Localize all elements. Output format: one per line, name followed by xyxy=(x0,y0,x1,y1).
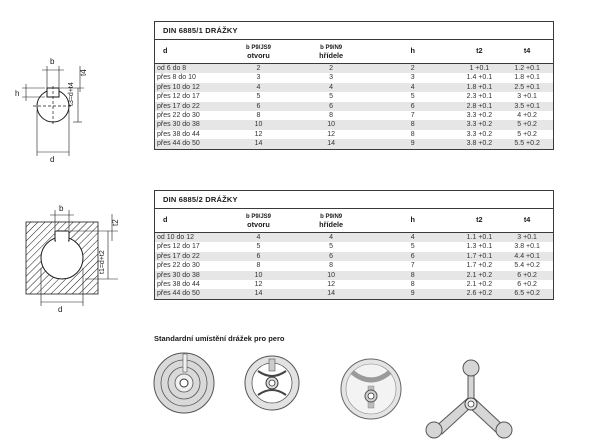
table-row xyxy=(155,64,553,73)
table-cell: 5 xyxy=(410,93,415,101)
table-cell: 5 xyxy=(410,243,415,251)
table-cell: přes 22 do 30 xyxy=(157,111,200,119)
header-b-hridele-bottom: hřídele xyxy=(319,220,344,229)
table-cell: od 10 do 12 xyxy=(157,234,194,241)
table-cell: 3.8 +0.1 xyxy=(514,243,540,251)
header-b-hridele-bottom: hřídele xyxy=(319,51,344,60)
table-cell: 6 xyxy=(256,252,261,260)
table-cell: 12 xyxy=(327,130,336,138)
table-cell: 2.5 +0.1 xyxy=(514,83,540,91)
table-cell: 12 xyxy=(254,280,263,288)
handwheel-illustration-2 xyxy=(244,355,300,411)
table-cell: přes 38 do 44 xyxy=(157,280,200,288)
table-row xyxy=(155,280,553,289)
table-cell: 5.4 +0.2 xyxy=(514,262,540,270)
table-cell: 5 xyxy=(329,93,334,101)
table-cell: přes 17 do 22 xyxy=(157,102,200,110)
table-cell: 7 xyxy=(410,111,415,119)
table-cell: od 6 do 8 xyxy=(157,65,187,72)
table-cell: 5 +0.2 xyxy=(517,130,537,138)
table-cell: 1.2 +0.1 xyxy=(514,65,540,72)
table-cell: 1.8 +0.1 xyxy=(466,83,493,91)
table-header xyxy=(155,209,553,233)
table-cell: 6 xyxy=(410,252,415,260)
table-cell: 3.8 +0.2 xyxy=(466,140,493,148)
table-cell: 10 xyxy=(254,271,263,279)
table-cell: 1.8 +0.1 xyxy=(514,74,540,82)
table-cell: 5 +0.2 xyxy=(517,121,537,129)
table-cell: 6 +0.2 xyxy=(517,280,537,288)
table-cell: 4 xyxy=(256,83,261,91)
table-cell: přes 8 do 10 xyxy=(157,74,196,82)
table-cell: přes 38 do 44 xyxy=(157,130,200,138)
table-cell: 4 xyxy=(410,234,415,241)
table-cell: 7 xyxy=(410,262,415,270)
table-cell: 3.3 +0.2 xyxy=(466,111,493,119)
table-row xyxy=(155,289,553,298)
table-row xyxy=(155,271,553,280)
table-cell: 1.3 +0.1 xyxy=(466,243,493,251)
header-h: h xyxy=(410,46,415,56)
table-cell: 9 xyxy=(410,140,415,148)
section-title: Standardní umístění drážek pro pero xyxy=(154,334,285,343)
table-cell: 4 xyxy=(410,83,415,91)
table-cell: přes 30 do 38 xyxy=(157,121,200,129)
table-cell: 1 +0.1 xyxy=(469,65,490,72)
table-body xyxy=(155,233,553,299)
table-cell: 4.4 +0.1 xyxy=(514,252,540,260)
table-row xyxy=(155,111,553,120)
dim-t3-label: t3=d+t4 xyxy=(68,82,75,106)
table-cell: 3 +0.1 xyxy=(517,93,537,101)
table-cell: 3 +0.1 xyxy=(517,234,537,241)
table-row xyxy=(155,261,553,270)
table-cell: 5 xyxy=(256,243,261,251)
table-cell: 6 xyxy=(329,102,334,110)
table-row xyxy=(155,139,553,148)
table-cell: 3 xyxy=(256,74,261,82)
handwheel-illustration-1 xyxy=(153,352,215,414)
table-cell: 12 xyxy=(254,130,263,138)
table-row xyxy=(155,73,553,82)
header-t2: t2 xyxy=(476,215,483,225)
table-cell: přes 22 do 30 xyxy=(157,262,200,270)
table-cell: 6.5 +0.2 xyxy=(514,290,540,298)
table-row xyxy=(155,92,553,101)
three-arm-knob-illustration xyxy=(420,358,516,440)
hub-cross-section xyxy=(26,222,98,294)
table-cell: 3.3 +0.2 xyxy=(466,121,493,129)
table-cell: 3 xyxy=(410,74,415,82)
table-cell: 10 xyxy=(327,121,336,129)
header-b-otvoru-bottom: otvoru xyxy=(247,220,270,229)
table-cell: 4 xyxy=(329,83,334,91)
table-cell: přes 44 do 50 xyxy=(157,290,200,298)
table-cell: přes 12 do 17 xyxy=(157,243,200,251)
dim-t2-label: t2 xyxy=(111,219,120,226)
table-title: DIN 6885/2 DRÁŽKY xyxy=(155,191,553,209)
table-cell: 5 xyxy=(256,93,261,101)
dim-b-label: b xyxy=(50,57,55,66)
table-row xyxy=(155,252,553,261)
diagram-din6885-2 xyxy=(0,196,150,321)
table-cell: 2.1 +0.2 xyxy=(466,280,493,288)
table-cell: 14 xyxy=(254,140,263,148)
dim-b-label: b xyxy=(59,204,64,213)
header-t4: t4 xyxy=(523,215,531,225)
table-row xyxy=(155,102,553,111)
header-t4: t4 xyxy=(523,46,531,56)
table-cell: 4 +0.2 xyxy=(517,111,537,119)
table-cell: 8 xyxy=(256,111,261,119)
table-cell: 5 xyxy=(329,243,334,251)
header-b-hridele xyxy=(294,212,368,230)
dim-d-label: d xyxy=(50,155,55,164)
table-cell: přes 10 do 12 xyxy=(157,83,200,91)
header-b-hridele xyxy=(294,43,368,61)
table-cell: 4 xyxy=(329,234,334,241)
table-cell: 9 xyxy=(410,290,415,298)
handwheel-illustration-3 xyxy=(340,358,402,420)
table-title: DIN 6885/1 DRÁŽKY xyxy=(155,22,553,40)
table-cell: 3 xyxy=(329,74,334,82)
table-row xyxy=(155,242,553,251)
table-cell: 8 xyxy=(410,280,415,288)
header-d: d xyxy=(163,46,168,56)
table-cell: 1.7 +0.1 xyxy=(466,252,493,260)
table-cell: přes 17 do 22 xyxy=(157,252,200,260)
table-header xyxy=(155,40,553,64)
table-cell: 2.8 +0.1 xyxy=(466,102,493,110)
table-cell: 8 xyxy=(329,262,334,270)
table-cell: 14 xyxy=(327,290,336,298)
dim-h-label: h xyxy=(15,89,20,98)
header-b-otvoru xyxy=(223,43,295,61)
table-cell: přes 44 do 50 xyxy=(157,140,200,148)
table-cell: 3.5 +0.1 xyxy=(514,102,540,110)
table-row xyxy=(155,233,553,242)
table-cell: 2 xyxy=(410,65,415,72)
table-cell: 4 xyxy=(256,234,261,241)
table-cell: 2.3 +0.1 xyxy=(466,93,493,101)
table-cell: 14 xyxy=(327,140,336,148)
table-cell: 6 xyxy=(410,102,415,110)
header-b-otvoru-bottom: otvoru xyxy=(247,51,270,60)
table-din6885-2 xyxy=(154,190,554,300)
table-cell: 14 xyxy=(254,290,263,298)
table-cell: přes 30 do 38 xyxy=(157,271,200,279)
header-b-hridele-top: b P9/N9 xyxy=(320,44,343,51)
table-cell: přes 12 do 17 xyxy=(157,93,200,101)
header-t2: t2 xyxy=(476,46,483,56)
table-row xyxy=(155,120,553,129)
table-cell: 2.1 +0.2 xyxy=(466,271,493,279)
table-cell: 10 xyxy=(327,271,336,279)
table-cell: 12 xyxy=(327,280,336,288)
table-cell: 2 xyxy=(256,65,261,72)
header-h: h xyxy=(410,215,415,225)
table-din6885-1 xyxy=(154,21,554,150)
table-cell: 6 +0.2 xyxy=(517,271,537,279)
header-b-hridele-top: b P9/N9 xyxy=(320,213,343,220)
dim-t4-label: t4 xyxy=(79,69,88,76)
table-row xyxy=(155,83,553,92)
header-d: d xyxy=(163,215,168,225)
diagram-din6885-1 xyxy=(0,40,150,170)
table-cell: 1.4 +0.1 xyxy=(466,74,493,82)
table-row xyxy=(155,130,553,139)
dim-t1-label: t1=d+t2 xyxy=(99,250,106,274)
table-cell: 6 xyxy=(329,252,334,260)
dim-d-label: d xyxy=(58,305,63,314)
table-cell: 8 xyxy=(410,271,415,279)
table-cell: 2.6 +0.2 xyxy=(466,290,493,298)
header-b-otvoru-top: b P9/JS9 xyxy=(245,213,271,220)
table-cell: 3.3 +0.2 xyxy=(466,130,493,138)
table-cell: 8 xyxy=(256,262,261,270)
table-cell: 1.1 +0.1 xyxy=(466,234,493,241)
table-cell: 1.7 +0.2 xyxy=(466,262,493,270)
table-cell: 2 xyxy=(329,65,334,72)
header-b-otvoru xyxy=(223,212,295,230)
table-cell: 6 xyxy=(256,102,261,110)
table-body xyxy=(155,64,553,149)
table-cell: 8 xyxy=(329,111,334,119)
table-cell: 8 xyxy=(410,121,415,129)
shaft-cross-section xyxy=(22,66,84,156)
table-cell: 8 xyxy=(410,130,415,138)
table-cell: 5.5 +0.2 xyxy=(514,140,540,148)
table-cell: 10 xyxy=(254,121,263,129)
header-b-otvoru-top: b P9/JS9 xyxy=(245,44,271,51)
